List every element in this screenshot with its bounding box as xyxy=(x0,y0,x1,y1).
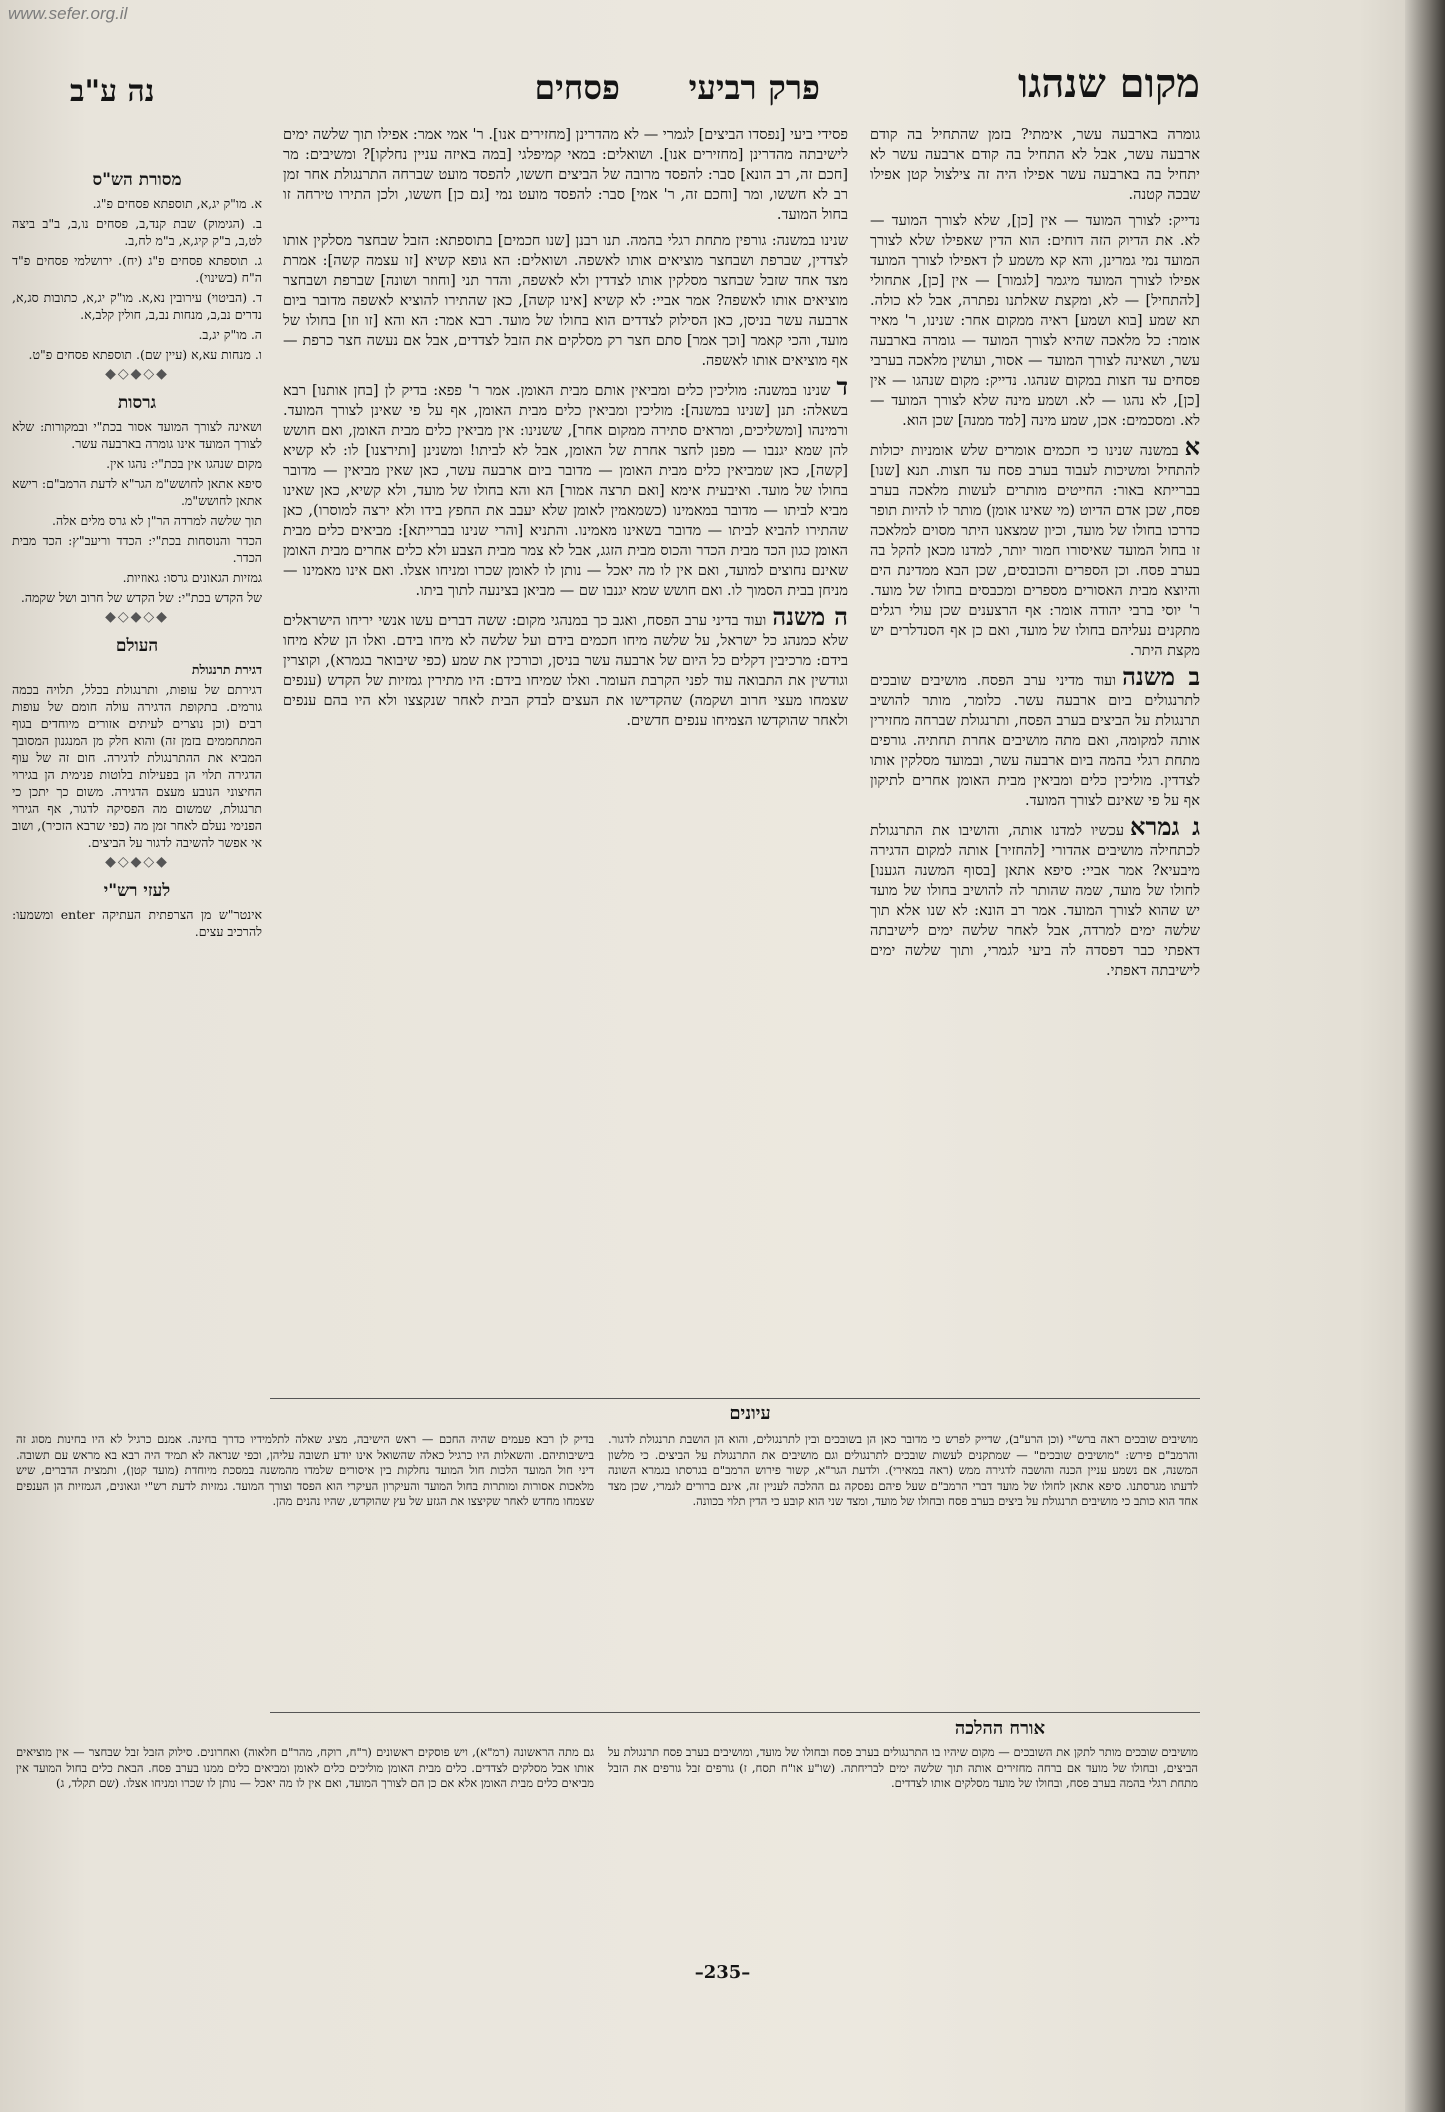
section-marker: ה משנה xyxy=(772,602,848,631)
girsa-item: של הקדש בכת"י: של הקדש של חרוב ושל שקמה. xyxy=(20,590,262,605)
orach-halacha-left-column: גם מתה הראשונה (רמ"א), ויש פוסקים ראשונים (ר"ח, רוקח, מהר"ם חלאוה) ואחרונים. סילוק הזבל זבל שבחצר — אין מוציאים אותו אבל מסלקים לצדדים. כלים מבית האומן מוליכים כלים לאומן ומביאים כלים ממנו בערב פסח. הבאת כלים בחול המועד אין מביאים כלים מבית האומן אלא אם כן הם לצורך המועד, ואם אין לו מה יאכל — נותן לו שכרו ומניחו אצלו. (שם תקלד, ג) xyxy=(16,1745,594,1790)
section-mishnah-bet xyxy=(870,662,1200,811)
olam-title: העולם xyxy=(115,636,159,656)
section-marker: ג גמרא xyxy=(1130,812,1200,841)
masoret-item: ו. מנחות עא,א (עיין שם). תוספתא פסחים פ"ט. xyxy=(28,347,262,362)
girsa-item: ושאינה לצורך המועד אסור בכת"י ובמקורות: שלא לצורך המועד אינו גומרה בארבעה עשר. xyxy=(12,419,262,451)
gemara-right-column xyxy=(870,125,1200,1195)
sidebar-column xyxy=(12,160,262,1200)
divider-line xyxy=(270,1398,1200,1399)
olam-heading: דגירת תרנגולת xyxy=(191,662,262,677)
section-text: במשנה שנינו כי חכמים אומרים שלש אומניות יכולות להתחיל ומשיכות לעבוד בערב פסח עד חצות. תנא [שנו] בברייתא באור: החייטים מותרים לעשות מלאכה בערב פסח, שכן אדם הדיוט (מי שאינו אומן) מותר לו להיות תופר כדרכו בחולו של מועד, וכיון שמצאנו היתר מסוים למלאכה זו בחול המועד שאיסורו חמור יותר, למדנו מכאן להקל בה בערב פסח. וכן הספרים והכובסים, שכן הבא ממדינת הים והיוצא מבית האסורים מספרים ומכבסים בחולו של מועד. ר' יוסי ברבי יהודה אומר: אף הרצענים שכן עולי רגלים מתקנים נעליהם בחולו של מועד, ואם כן אף הסנדלרים יש מקצת היתר. xyxy=(870,443,1200,659)
girsa-item: סיפא אתאן לחושש"מ הגר"א לדעת הרמב"ם: רישא אתאן לחושש"מ. xyxy=(12,476,262,508)
masoret-title: מסורת הש"ס xyxy=(92,170,182,190)
ornament-divider: ◆◇◆◇◆ xyxy=(105,609,169,625)
gemara-middle-column xyxy=(283,125,848,1185)
orach-halacha-right-column: מושיבים שובכים מותר לתקן את השובכים — מקום שיהיו בו התרנגולים בערב פסח ובחולו של מועד, ומושיבים בערב פסח תרנגולת על הביצים, ובחולו של מועד אם ברחה מחזירים אותה תוך שלשה ימים לבריחתה. (שו"ע או"ח תסח, ז) גורפים זבל גורפים את הזבל מתחת רגלי בהמה בערב פסח, ובחולו של מועד מסלקים אותו לצדדים. xyxy=(608,1745,1198,1790)
masoret-item: א. מו"ק יג,א, תוספתא פסחים פ"ג. xyxy=(92,196,262,211)
running-header xyxy=(70,60,1200,120)
section-marker: ב משנה xyxy=(1122,662,1200,691)
gemara-paragraph: פסידי ביעי [נפסדו הביצים] לגמרי — לא מהדרינן [מחזירים אנו]. ר' אמי אמר: אפילו תוך שלשה ימים לישיבתה מהדרינן [מחזירים אנו]. ושואלים: במאי קמיפלגי [במה באיזה עניין נחלקו]? ומשיבים: מר [חכם זה, רב הונא] סבר: להפסד מרובה של הביצים חששו, להפסד מועט שברחה התרנגולת אחר זמן רב לא חששו, ומר [וחכם זה, ר' אמי] סבר: להפסד מועט נמי [גם כן] חששו, ולכן התירו טירחה זו בחול המועד. xyxy=(283,127,848,223)
gemara-paragraph: גומרה בארבעה עשר, אימתי? בזמן שהתחיל בה קודם ארבעה עשר, אבל לא התחיל בה קודם ארבעה עשר לא יתחיל בה בארבעה עשר אפילו היה זה צילצול קטן אפילו שבכה קטנה. xyxy=(870,127,1200,203)
girsa-item: מקום שנהגו אין בכת"י: נהגו אין. xyxy=(106,456,262,471)
laazei-text: אינטר"ש מן הצרפתית העתיקה enter ומשמעו: להרכיב עצים. xyxy=(12,907,262,939)
iyunim-right-column: מושיבים שובכים ראה ברש"י (וכן הרע"ב), שדייק לפרש כי מדובר כאן הן בשובכים ובין לתרנגולים, והוא הן הושבת תרנגולת לדגור. והרמב"ם פירש: "מושיבים שובכים" — שמתקנים לעשות שובכים לתרנגולים וגם מושיבים את התרנגולת על הביצים. כי מלשון המשנה, אם נשמע עניין הכנה והושבה לדגירה ממש (ראה במאירי). ולדעת הגר"א, קשור פירוש הרמב"ם בגרסתו בגמרא השונה לדעתו מגרסתנו. סיפא אתאן לחולו של מועד דברי הרמב"ם שעל פיהם נפסקה גם ההלכה לעניין זה, אינם ברורים לגמרי, שכן מצד אחד הוא כותב כי מושיבים תרנגולת על ביצים בערב פסח ובחולו של מועד, ומצד שני הוא קובע כי הדין תלוי בכוונה. xyxy=(608,1432,1198,1508)
iyunim-left-column: בדיק לן רבא פעמים שהיה החכם — ראש הישיבה, מציג שאלה לתלמידיו כדרך בחינה. אמנם כרגיל לא היו בחינות מסוג זה בישיבותיהם. והשאלות היו כרגיל כאלה שהשואל אינו יודע תשובה עליהן, וכפי שנראה לא תמיד היה רבא בא מראש עם תשובה. דיני חול המועד הלכות חול המועד נחלקות בין איסורים שלמדו מהמשנה במסכת מיוחדת (מועד קטן), ותמצית הדברים, שיש מלאכות אסורות ומותרות בחול המועד והעיקרון העיקרי הוא הפסד וצורך המועד. גמזיות לדעת רש"י וגאונים, הגמזיות הן הענפים שצמחו מחדש לאחר שקיצצו את הגזע של עץ שהוקדש, שהיו נהנים מהן. xyxy=(16,1432,594,1508)
section-marker: א xyxy=(1184,432,1200,461)
page-number: –235– xyxy=(694,1962,751,1983)
iyunim-title: עיונים xyxy=(729,1403,771,1424)
girsa-item: גמזיות הגאונים גרסו: גאוזיות. xyxy=(122,570,262,585)
section-mishnah-he xyxy=(283,602,848,731)
orach-halacha-title: אורח ההלכה xyxy=(954,1718,1046,1739)
section-gemara-gimel xyxy=(870,812,1200,981)
header-daf: נה ע"ב xyxy=(70,74,155,109)
masoret-item: ג. תוספתא פסחים פ"ג (יח). ירושלמי פסחים פ"ד ה"ח (בשינוי). xyxy=(12,253,262,285)
header-title: מקום שנהגו xyxy=(1017,60,1200,107)
girsa-item: הכדר והנוסחות בכת"י: הכדד וריעב"ץ: הכד מבית הכדר. xyxy=(12,533,262,565)
olam-text: דגירתם של עופות, ותרנגולת בכלל, תלויה בכמה גורמים. בתקופת הדגירה עולה חומם של עופות רבים (וכן נוצרים לעיתים אזורים מיוחדים בגוף המתחממים בזמן זה) והוא חלק מן המנגנון המסובך המביא את ההתרנגולת לדגירה. חום זה של עוף הדגירה תלוי הן בפעילות בלוטות פנימית הן בגירוי החיצוני הנובע מעצם הדגירה. משום כך יתכן כי תרנגולת, שמשום מה הפסיקה לדגור, אף הגירוי הפנימי נעלם לאחר זמן מה (כפי שרבא הזכיר), ושוב אי אפשר להשיבה לדגור על הביצים. xyxy=(12,682,262,850)
gemara-paragraph: נדייק: לצורך המועד — אין [כן], שלא לצורך המועד — לא. את הדיוק הזה דוחים: הוא הדין שאפילו שלא לצורך המועד נמי גמרינן, והא קא משמע לן דאפילו לצורך המועד אפילו לצורך המועד מיגמר [לגמור] — אין [כן], אתחולי [להתחיל] — לא, ומקצת שאלתנו נפתרה, אבל לא כולה. תא שמע [בוא ושמע] ראיה ממקום אחר: שנינו, ר' מאיר אומר: כל מלאכה שהיא לצורך המועד — גומרה בארבעה עשר, ושאינה לצורך המועד — אסור, ועושין מלאכה בערבי פסחים עד חצות במקום שנהגו. נדייק: מקום שנהגו — אין [כן], לא נהגו — לא. ושמע מינה שלא לצורך המועד — לא. ומסכמים: אכן, שמע מינה [למד ממנה] שכן הוא. xyxy=(870,213,1200,429)
masoret-item: ד. (הביטוי) עירובין נא,א. מו"ק יג,א, כתובות סג,א, נדרים נב,ב, מנחות נב,ב, חולין קלב,א. xyxy=(12,290,262,322)
girsaot-title: גרסות xyxy=(117,393,157,413)
divider-line xyxy=(270,1712,1200,1713)
laazei-title: לעזי רש"י xyxy=(103,881,171,901)
ornament-divider: ◆◇◆◇◆ xyxy=(105,366,169,382)
header-tractate: פסחים xyxy=(534,68,620,107)
section-text: שנינו במשנה: מוליכין כלים ומביאין אותם מבית האומן. אמר ר' פפא: בדיק לן [בחן אותנו] רבא בשאלה: תנן [שנינו במשנה]: מוליכין ומביאין כלים מבית האומן, אף על פי שאינן לצורך המועד. ורמינהו [ומשליכים, ומראים סתירה ממקום אחר], ששנינו: אין מביאין כלים מבית האומן, ואם חושש להן שמא יגנבו — מפנן לחצר אחרת של האומן, אבל לא לביתו! ומשנינן [ותירצנו] לו: לא קשיא [קשה], כאן שמביאין כלים מבית האומן — מדובר ביום ארבעה עשר, כאן שאין מביאין — מדובר בחולו של מועד. ואיבעית אימא [ואם תרצה אמור] הא והא בחולו של מועד, ולא קשיא, כאן שאינו מביא לביתו — מדובר במאמינו (כשמאמין לאומן שלא יעבב את החפץ בידו ולא ירצה למוסרו), כאן שהתירו להביא לביתו — מדובר בשאינו מאמינו. והתניא [והרי שנינו בברייתא]: מביאים כלים מבית האומן כגון הכד מבית הכדר והכוס מבית הזגג, אבל לא צמר מבית הצבע ולא כלים אחרים מבית האומן שאינם נחוצים למועד, ואם אין לו מה יאכל — נותן לו לאומן שכרו ומניחו אצלו. ואם אינו מאמינו — מניחן בבית הסמוך לו. ואם חושש שמא יגנבו שם — מביאן בצינעה לתוך ביתו. xyxy=(283,383,848,599)
header-chapter: פרק רביעי xyxy=(688,68,820,107)
section-text: ועוד מדיני ערב הפסח. מושיבים שובכים לתרנגולים ביום ארבעה עשר. כלומר, מותר להושיב תרנגולת על הביצים בערב הפסח, ותרנגולת שברחה מחזירין אותה למקומה, ואם מתה מושיבים אחרת תחתיה. גורפים מתחת רגלי בהמה ביום ארבעה עשר, ובמועד מסלקין אותו לצדדין. מוליכין כלים ומביאין מבית האומן אחרים לתיקון אף על פי שאינם לצורך המועד. xyxy=(870,673,1200,809)
book-spine xyxy=(1405,0,1445,2112)
section-text: עכשיו למדנו אותה, והושיבו את התרנגולת לכתחילה מושיבים אהדורי [להחזיר] אותה למקום הדגירה מיבעיא? אמר אביי: סיפא אתאן [בסוף המשנה הגענו] לחולו של מועד, שמה שהותר לה להושיב בחולו של מועד יש שהוא לצורך המועד. אמר רב הונא: לא שנו אלא תוך שלשה ימים למרדה, אבל לאחר שלשה ימים לישיבתה דאפתי כבר דפסדה לה ביעי לגמרי, ותוך שלשה ימים לישיבתה דאפתי. xyxy=(870,823,1200,979)
section-text: ועוד בדיני ערב הפסח, ואגב כך במנהגי מקום: ששה דברים עשו אנשי יריחו הישראלים שלא כמנהג כל ישראל, על שלשה מיחו חכמים בידם ועל שלשה לא מיחו בידם. ואלו הן שלא מיחו בידם: מרכיבין דקלים כל היום של ארבעה עשר בניסן, וכורכין את שמע (כפי שיבואר בגמרא), וקוצרין וגודשין את התבואה עוד לפני הקרבת העומר. ואלו שמיחו בידם: היו מתירין גמזיות של הקדש (ענפים שצמחו מעצי חרוב ושקמה) שהקדישו את העצים לבדק הבית לאחר שנקצצו ולא היו בהם ענפים ולאחר שהוקדשו הצמיחו ענפים חדשים. xyxy=(283,613,848,729)
watermark-url: www.sefer.org.il xyxy=(8,4,128,23)
section-aleph xyxy=(870,432,1200,661)
section-marker: ד xyxy=(836,372,848,401)
masoret-item: ה. מו"ק יג,ב. xyxy=(198,327,262,342)
ornament-divider: ◆◇◆◇◆ xyxy=(105,854,169,870)
girsa-item: תוך שלשה למרדה הר"ן לא גרס מלים אלה. xyxy=(52,513,262,528)
masoret-item: ב. (הגימוק) שבת קנד,ב, פסחים נו,ב, ב"ב ביצה לט,ב, ב"ק קיג,א, ב"מ לח,ב. xyxy=(12,216,262,248)
section-dalet xyxy=(283,372,848,601)
gemara-paragraph: שנינו במשנה: גורפין מתחת רגלי בהמה. תנו רבנן [שנו חכמים] בתוספתא: הזבל שבחצר מסלקין אותו לצדדין, שברפת ושבחצר מוציאים אותו לאשפה. ושואלים: הא גופא קשיא [זו עצמה קשה]: אמרת מצד אחד שזבל שבחצר מסלקין אותו לצדדין ולא לאשפה, והדר תני [וחוזר ושונה] שברפת ושבחצר מוציאים אותו לאשפה? אמר אביי: לא קשיא [אינו קשה], כאן שהתירו להוציא לאשפה מדובר ביום ארבעה עשר בניסן, כאן הסילוק לצדדים הוא בחולו של מועד. רבא אמר: הא והא [זו וזו] בחולו של מועד, והכי קאמר [וכך אמר] סתם חצר רק מסלקים את הזבל לצדדים, אבל אם נעשה חצר כרפת — אף מוציאים אותו לאשפה. xyxy=(283,233,848,369)
